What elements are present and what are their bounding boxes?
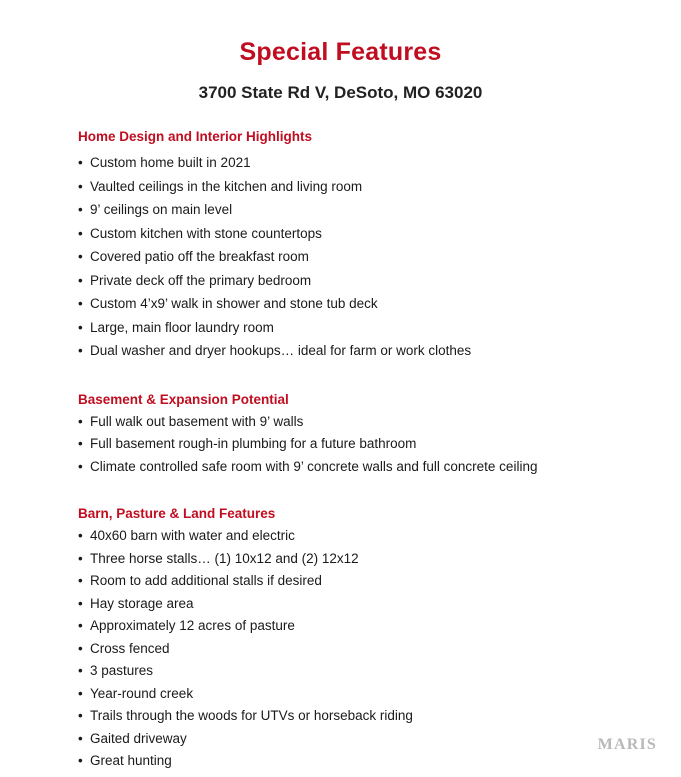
list-item-text: Custom 4’x9’ walk in shower and stone tub deck: [90, 296, 378, 311]
maris-watermark: MARIS: [597, 736, 657, 753]
list-item-text: 3 pastures: [90, 663, 154, 678]
property-address: 3700 State Rd V, DeSoto, MO 63020: [198, 83, 483, 102]
bullet-icon: •: [78, 685, 83, 701]
list-item-text: Hay storage area: [90, 595, 194, 611]
bullet-icon: •: [78, 663, 83, 678]
list-item: [78, 642, 641, 665]
list-item: [78, 437, 641, 460]
list-item: [78, 732, 641, 755]
bullet-icon: •: [78, 249, 83, 264]
list-item: [78, 227, 641, 251]
bullet-icon: •: [78, 708, 83, 723]
bullet-icon: •: [78, 753, 83, 768]
list-item-text: Great hunting: [90, 753, 172, 768]
list-item: [78, 297, 641, 321]
list-item: [78, 156, 641, 180]
list-item: [78, 574, 641, 597]
list-item: [78, 619, 641, 642]
section-heading: Basement & Expansion Potential: [78, 391, 289, 407]
section-home-design: [40, 129, 641, 368]
feature-list: [78, 415, 641, 483]
list-item: [78, 552, 641, 575]
bullet-icon: •: [78, 202, 83, 217]
list-item-text: Dual washer and dryer hookups… ideal for farm or work clothes: [90, 343, 472, 358]
bullet-icon: •: [78, 436, 83, 451]
list-item: [78, 203, 641, 227]
list-item: [78, 460, 641, 483]
list-item-text: Room to add additional stalls if desired: [90, 573, 322, 588]
bullet-icon: •: [78, 573, 83, 588]
list-item: [78, 274, 641, 298]
bullet-icon: •: [78, 595, 83, 611]
feature-list: [78, 529, 641, 777]
bullet-icon: •: [78, 458, 83, 474]
list-item: [78, 321, 641, 345]
bullet-icon: •: [78, 618, 83, 633]
list-item: [78, 250, 641, 274]
bullet-icon: •: [78, 155, 83, 170]
list-item: [78, 687, 641, 710]
list-item-text: Trails through the woods for UTVs or horseback riding: [90, 708, 413, 723]
list-item-text: Full basement rough-in plumbing for a future bathroom: [90, 436, 417, 451]
bullet-icon: •: [78, 296, 83, 311]
section-heading: Home Design and Interior Highlights: [78, 129, 313, 144]
bullet-icon: •: [78, 319, 83, 335]
feature-list: [78, 156, 641, 368]
list-item: [78, 415, 641, 438]
bullet-icon: •: [78, 640, 83, 656]
bullet-icon: •: [78, 225, 83, 241]
bullet-icon: •: [78, 528, 83, 543]
bullet-icon: •: [78, 550, 83, 566]
list-item-text: Approximately 12 acres of pasture: [90, 618, 295, 633]
list-item-text: 40x60 barn with water and electric: [90, 528, 295, 543]
list-item-text: Large, main floor laundry room: [90, 319, 274, 335]
list-item: [78, 529, 641, 552]
section-barn-land: [40, 506, 641, 777]
list-item: [78, 709, 641, 732]
section-heading: Barn, Pasture & Land Features: [78, 506, 276, 521]
list-item: [78, 344, 641, 368]
bullet-icon: •: [78, 178, 83, 194]
list-item-text: Private deck off the primary bedroom: [90, 272, 312, 288]
list-item: [78, 664, 641, 687]
list-item-text: Custom kitchen with stone countertops: [90, 225, 322, 241]
list-item-text: Cross fenced: [90, 640, 170, 656]
bullet-icon: •: [78, 272, 83, 288]
list-item-text: Custom home built in 2021: [90, 155, 251, 170]
list-item: [78, 597, 641, 620]
list-item-text: Climate controlled safe room with 9’ concrete walls and full concrete ceiling: [90, 458, 538, 474]
list-item-text: Vaulted ceilings in the kitchen and living room: [90, 178, 363, 194]
list-item-text: Three horse stalls… (1) 10x12 and (2) 12x12: [90, 550, 359, 566]
list-item-text: Covered patio off the breakfast room: [90, 249, 309, 264]
page-title: Special Features: [239, 38, 442, 66]
bullet-icon: •: [78, 730, 83, 746]
list-item-text: Full walk out basement with 9’ walls: [90, 413, 304, 429]
list-item: [78, 754, 641, 777]
section-basement: [40, 392, 641, 483]
list-item: [78, 180, 641, 204]
list-item-text: Year-round creek: [90, 685, 194, 701]
bullet-icon: •: [78, 413, 83, 429]
list-item-text: 9’ ceilings on main level: [90, 202, 233, 217]
bullet-icon: •: [78, 343, 83, 358]
list-item-text: Gaited driveway: [90, 730, 187, 746]
